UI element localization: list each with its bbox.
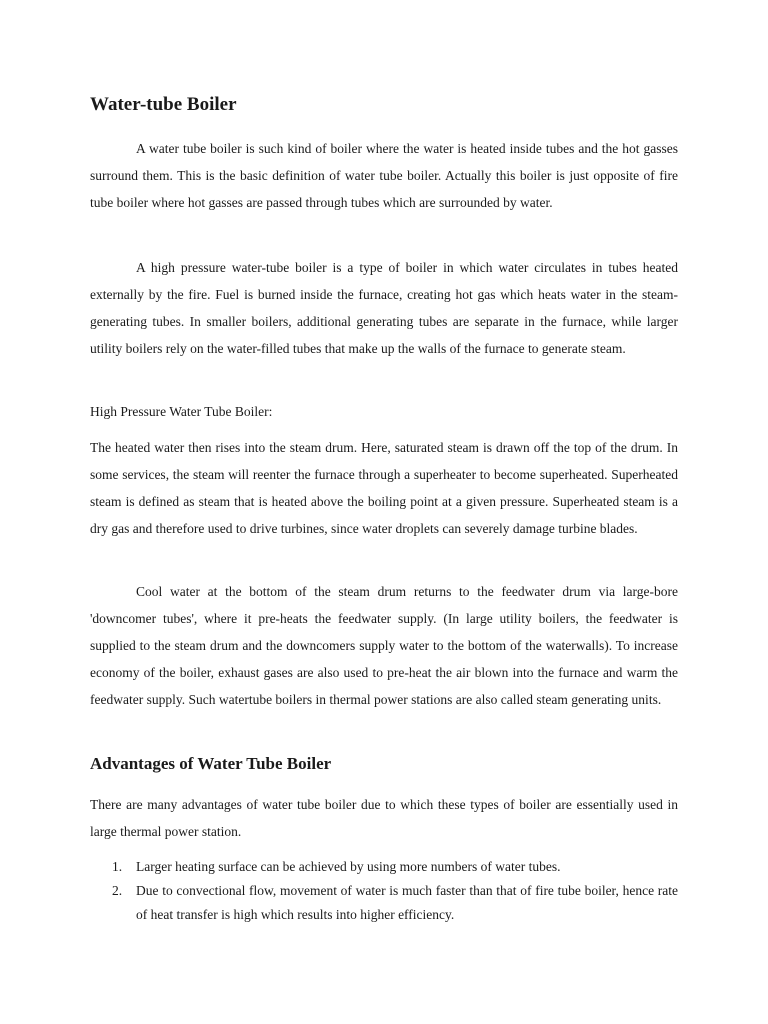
list-item-text: Due to convectional flow, movement of water is much faster than that of fire tube boiler, hence rate of heat transfer is high which results into higher efficiency. (136, 883, 678, 922)
list-item (90, 879, 678, 927)
list-item (90, 855, 678, 879)
paragraph-high-pressure: A high pressure water-tube boiler is a type of boiler in which water circulates in tubes heated externally by the fire. Fuel is burned inside the furnace, creating hot gas which heats water in the steam-generating tubes. In smaller boilers, additional generating tubes are separate in the furnace, while larger utility boilers rely on the water-filled tubes that make up the walls of the furnace to generate steam. (90, 260, 678, 356)
page-title: Water-tube Boiler (90, 94, 237, 115)
section-heading-advantages: Advantages of Water Tube Boiler (90, 754, 332, 773)
list-item-number: 1. (112, 859, 123, 874)
list-item-number: 2. (112, 883, 123, 898)
subheading-high-pressure-boiler: High Pressure Water Tube Boiler: (90, 404, 273, 419)
list-item-text: Larger heating surface can be achieved by using more numbers of water tubes. (136, 859, 561, 874)
paragraph-definition: A water tube boiler is such kind of boiler where the water is heated inside tubes and the hot gasses surround them. This is the basic definition of water tube boiler. Actually this boiler is just opposite of fire tube boiler where hot gasses are passed through tubes which are surrounded by water. (90, 141, 678, 210)
paragraph-downcomer: Cool water at the bottom of the steam drum returns to the feedwater drum via large-bore 'downcomer tubes', where it pre-heats the feedwater supply. (In large utility boilers, the feedwater is supplied to the steam drum and the downcomers supply water to the bottom of the waterwalls). To increase economy of the boiler, exhaust gases are also used to pre-heat the air blown into the furnace and warm the feedwater supply. Such watertube boilers in thermal power stations are also called steam generating units. (90, 584, 678, 707)
paragraph-steam-drum: The heated water then rises into the steam drum. Here, saturated steam is drawn off the top of the drum. In some services, the steam will reenter the furnace through a superheater to become superheated. Superheated steam is defined as steam that is heated above the boiling point at a given pressure. Superheated steam is a dry gas and therefore used to drive turbines, since water droplets can severely damage turbine blades. (90, 440, 678, 536)
paragraph-advantages-intro: There are many advantages of water tube boiler due to which these types of boiler are essentially used in large thermal power station. (90, 797, 678, 839)
advantages-list (90, 855, 678, 927)
